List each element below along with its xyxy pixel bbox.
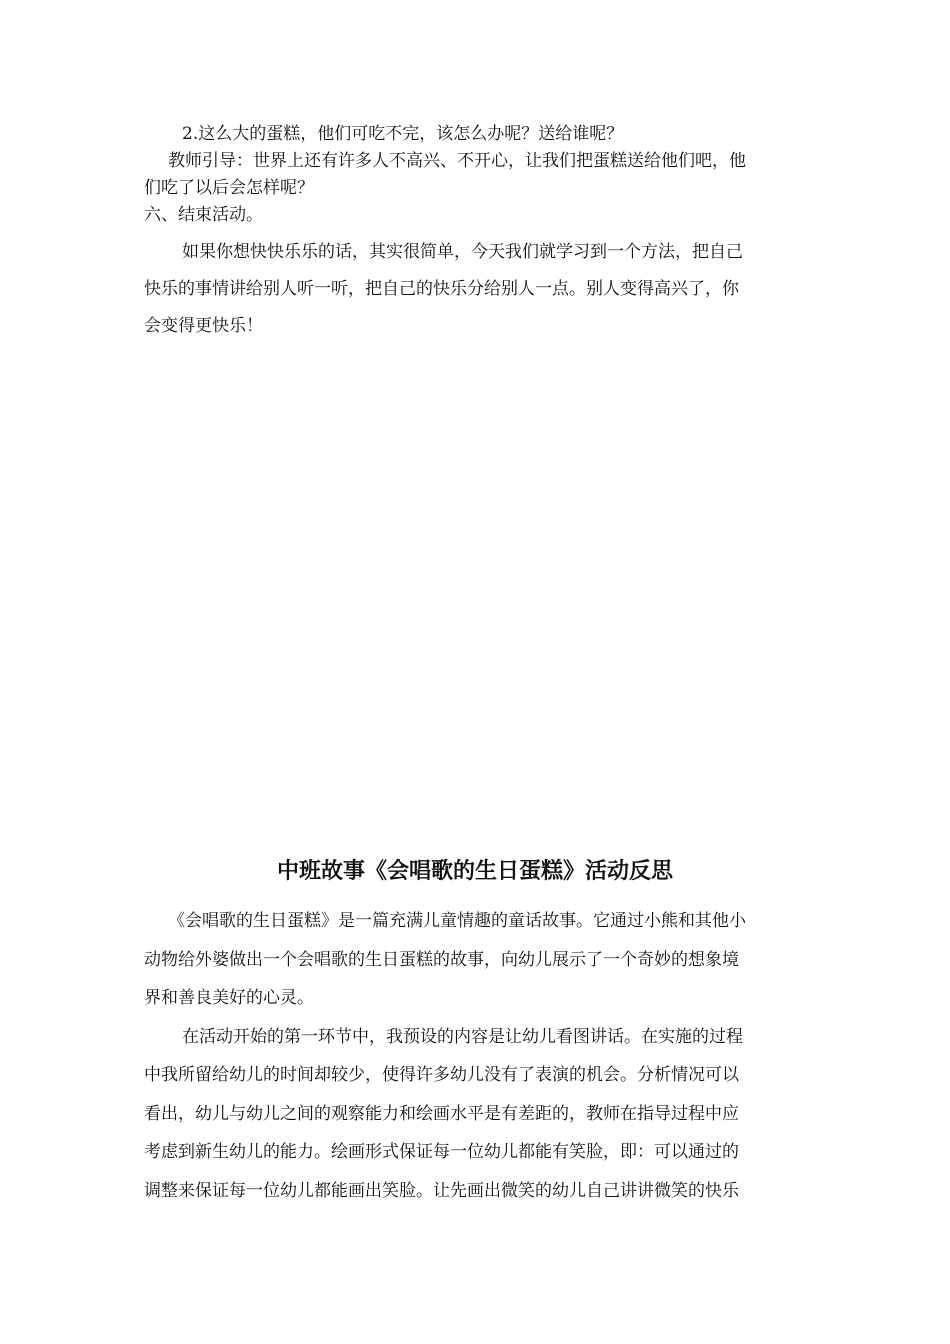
- reflection-paragraph-2-line-5: 调整来保证每一位幼儿都能画出笑脸。让先画出微笑的幼儿自己讲讲微笑的快乐: [144, 1180, 739, 1201]
- reflection-title: 中班故事《会唱歌的生日蛋糕》活动反思: [276, 859, 673, 884]
- closing-paragraph-line-2: 快乐的事情讲给别人听一听，把自己的快乐分给别人一点。别人变得高兴了，你: [144, 279, 739, 299]
- teacher-guidance-line-1: 教师引导：世界上还有许多人不高兴、不开心，让我们把蛋糕送给他们吧，他: [168, 151, 746, 171]
- teacher-guidance-line-2: 们吃了以后会怎样呢？: [144, 178, 314, 198]
- reflection-paragraph-1-line-3: 界和善良美好的心灵。: [144, 988, 314, 1008]
- reflection-paragraph-2-line-2: 中我所留给幼儿的时间却较少，使得许多幼儿没有了表演的机会。分析情况可以: [144, 1065, 739, 1085]
- reflection-body: [144, 902, 808, 1210]
- activity-end-section: [144, 121, 808, 345]
- question-line: 2.这么大的蛋糕，他们可吃不完，该怎么办呢？送给谁呢？: [182, 124, 624, 144]
- reflection-paragraph-2-line-1: 在活动开始的第一环节中，我预设的内容是让幼儿看图讲话。在实施的过程: [182, 1026, 743, 1047]
- reflection-paragraph-2-line-4: 考虑到新生幼儿的能力。绘画形式保证每一位幼儿都能有笑脸，即：可以通过的: [144, 1142, 739, 1162]
- section-heading-end-activity: 六、结束活动。: [144, 205, 263, 225]
- reflection-paragraph-2-line-3: 看出，幼儿与幼儿之间的观察能力和绘画水平是有差距的，教师在指导过程中应: [144, 1103, 739, 1124]
- reflection-paragraph-1-line-1: 《会唱歌的生日蛋糕》是一篇充满儿童情趣的童话故事。它通过小熊和其他小: [168, 911, 746, 931]
- closing-paragraph-line-1: 如果你想快快乐乐的话，其实很简单，今天我们就学习到一个方法，把自己: [182, 242, 743, 262]
- closing-paragraph-line-3: 会变得更快乐！: [144, 316, 263, 336]
- reflection-paragraph-1-line-2: 动物给外婆做出一个会唱歌的生日蛋糕的故事，向幼儿展示了一个奇妙的想象境: [144, 949, 739, 970]
